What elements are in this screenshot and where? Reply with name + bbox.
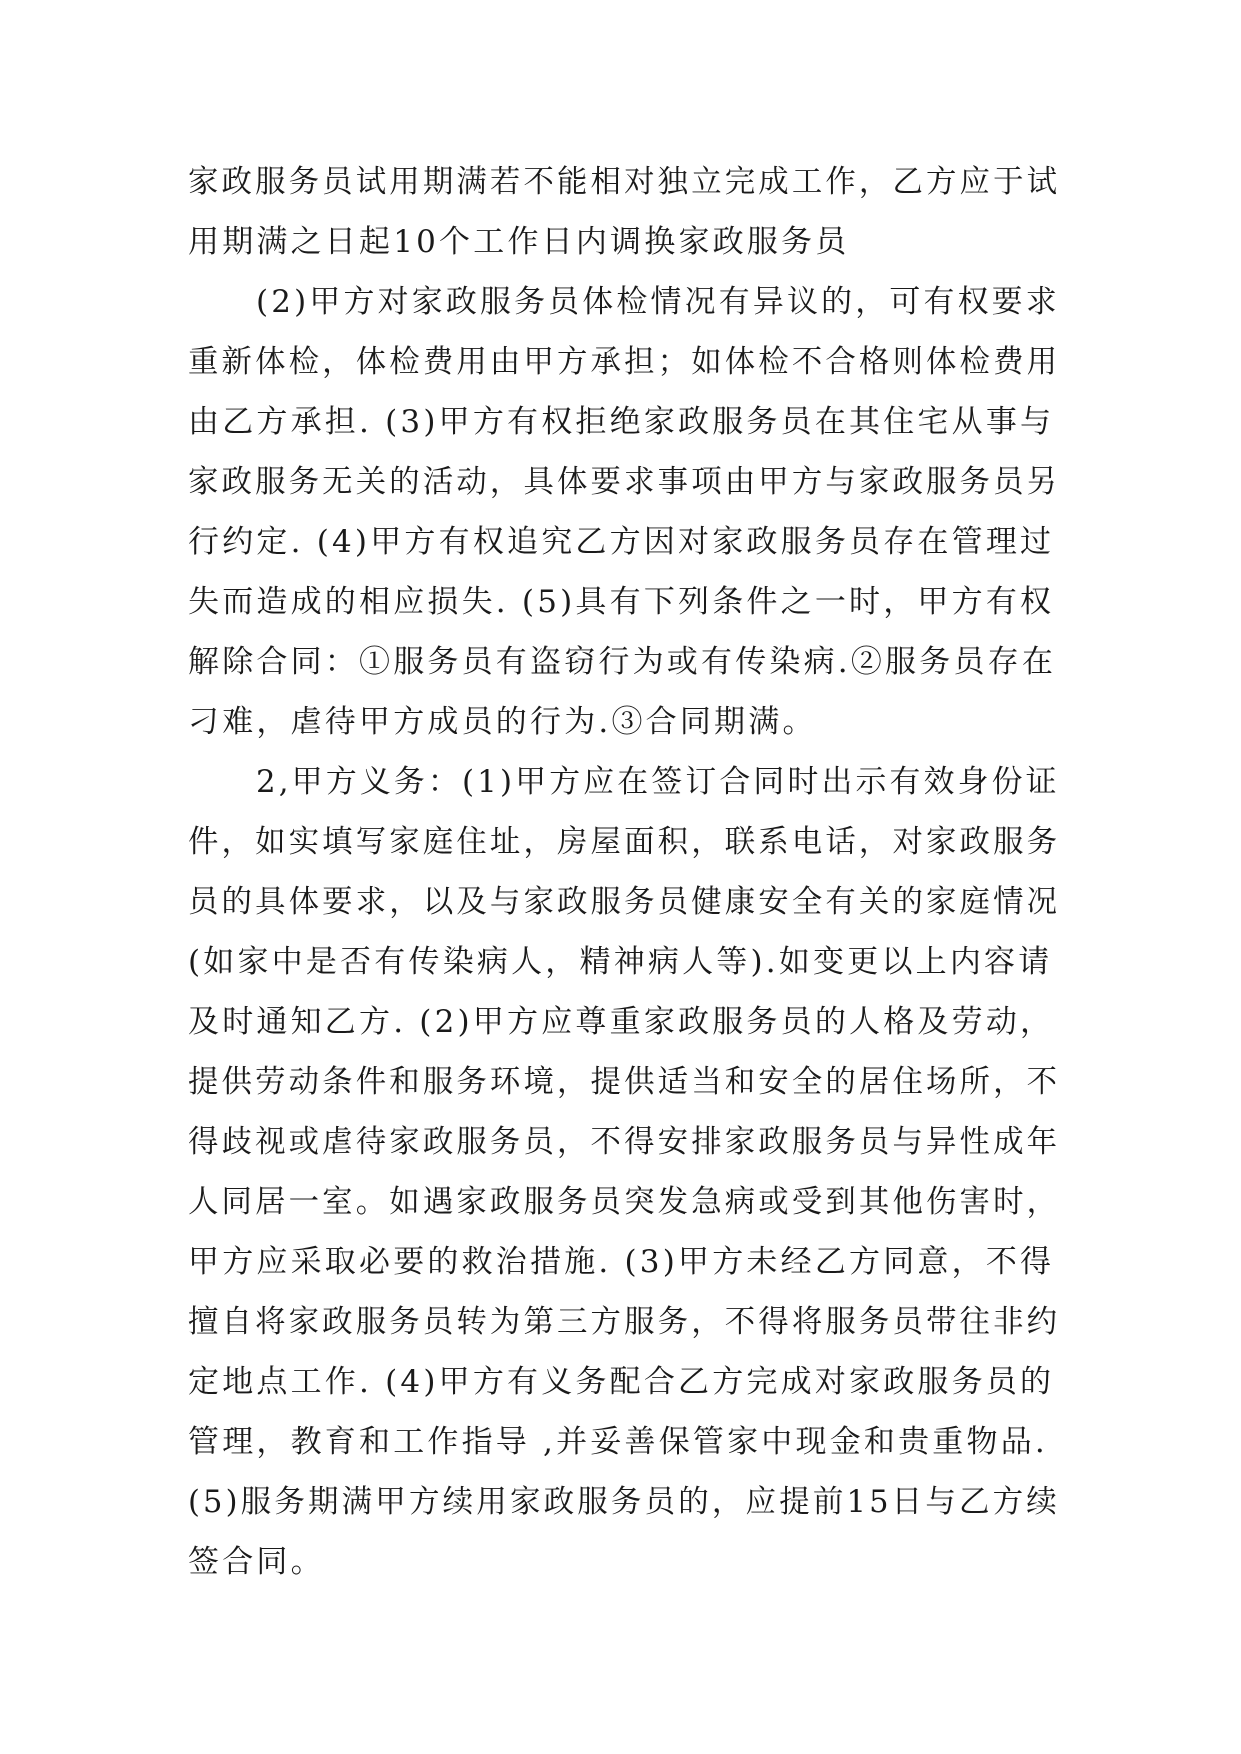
text-line: 提供劳动条件和服务环境，提供适当和安全的居住场所，不	[188, 1064, 1061, 1100]
text-line: 人同居一室。如遇家政服务员突发急病或受到其他伤害时，	[188, 1184, 1061, 1220]
text-line: 解除合同：①服务员有盗窃行为或有传染病.②服务员存在	[188, 644, 1057, 680]
text-line: 刁难，虐待甲方成员的行为.③合同期满。	[188, 704, 817, 740]
text-line: 用期满之日起10个工作日内调换家政服务员	[188, 224, 850, 260]
text-line: 家政服务员试用期满若不能相对独立完成工作，乙方应于试	[188, 164, 1061, 200]
text-line: 签合同。	[188, 1544, 325, 1580]
text-line: 管理，教育和工作指导 ,并妥善保管家中现金和贵重物品.	[188, 1424, 1048, 1460]
text-line: 由乙方承担. (3)甲方有权拒绝家政服务员在其住宅从事与	[188, 404, 1055, 440]
text-line: 件，如实填写家庭住址，房屋面积，联系电话，对家政服务	[188, 824, 1061, 860]
text-line: 定地点工作. (4)甲方有义务配合乙方完成对家政服务员的	[188, 1364, 1055, 1400]
text-line: 重新体检，体检费用由甲方承担；如体检不合格则体检费用	[188, 344, 1061, 380]
text-line: 及时通知乙方. (2)甲方应尊重家政服务员的人格及劳动，	[188, 1004, 1055, 1040]
text-line: 失而造成的相应损失. (5)具有下列条件之一时，甲方有权	[188, 584, 1055, 620]
text-line: 员的具体要求，以及与家政服务员健康安全有关的家庭情况	[188, 884, 1061, 920]
text-line: 甲方应采取必要的救治措施. (3)甲方未经乙方同意，不得	[188, 1244, 1055, 1280]
text-line: 擅自将家政服务员转为第三方服务，不得将服务员带往非约	[188, 1304, 1061, 1340]
text-line: (2)甲方对家政服务员体检情况有异议的，可有权要求	[256, 284, 1060, 320]
text-line: 家政服务无关的活动，具体要求事项由甲方与家政服务员另	[188, 464, 1061, 500]
text-line: 行约定. (4)甲方有权追究乙方因对家政服务员存在管理过	[188, 524, 1055, 560]
text-line: 得歧视或虐待家政服务员，不得安排家政服务员与异性成年	[188, 1124, 1061, 1160]
text-line: (5)服务期满甲方续用家政服务员的，应提前15日与乙方续	[188, 1484, 1060, 1520]
text-line: 2,甲方义务：(1)甲方应在签订合同时出示有效身份证	[256, 764, 1060, 800]
text-line: (如家中是否有传染病人，精神病人等).如变更以上内容请	[188, 944, 1053, 980]
